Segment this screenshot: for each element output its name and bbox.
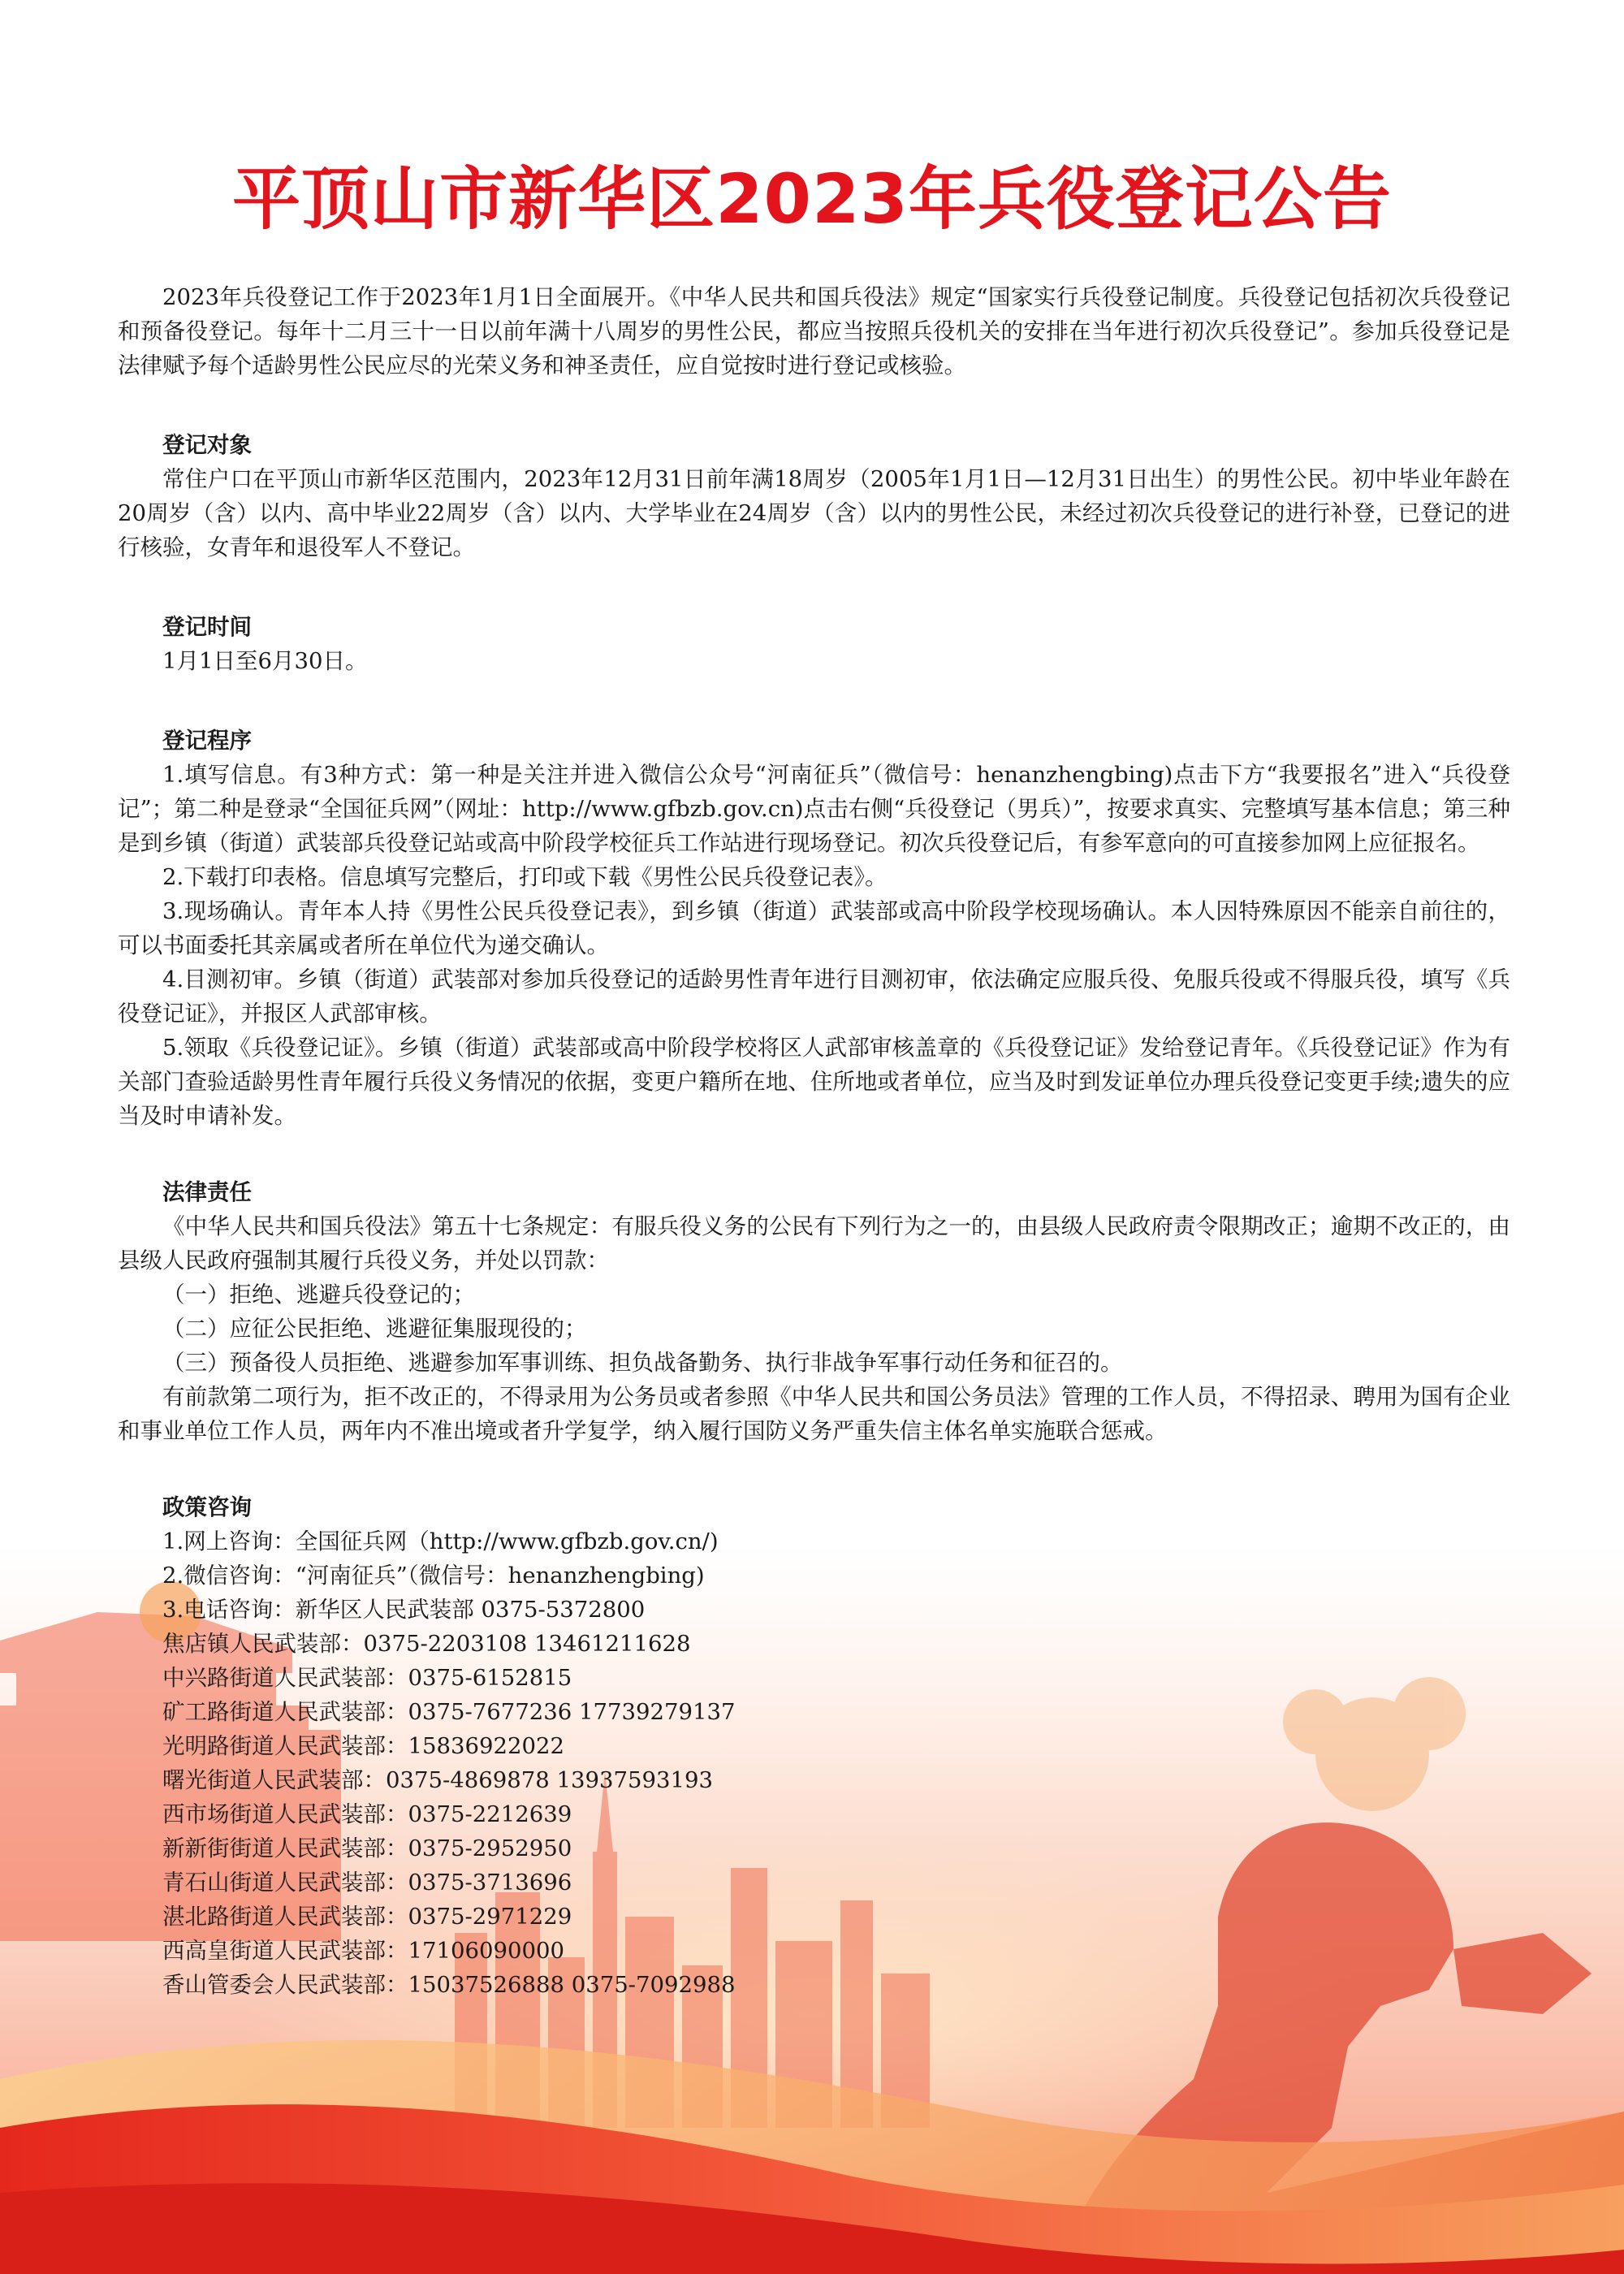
contact-line: 新新街街道人民武装部：0375-2952950 bbox=[162, 1835, 572, 1861]
procedure-step: 3.现场确认。青年本人持《男性公民兵役登记表》，到乡镇（街道）武装部或高中阶段学校现场确认。本人因特殊原因不能亲自前往的，可以书面委托其亲属或者所在单位代为递交确认。 bbox=[118, 898, 1510, 958]
legal-item: （三）预备役人员拒绝、逃避参加军事训练、担负战备勤务、执行非战争军事行动任务和征召的。 bbox=[162, 1350, 1123, 1376]
contact-line: 矿工路街道人民武装部：0375-7677236 17739279137 bbox=[162, 1699, 736, 1725]
section-heading-procedure: 登记程序 bbox=[162, 728, 252, 754]
section-heading-contact: 政策咨询 bbox=[162, 1494, 252, 1520]
section-heading-time: 登记时间 bbox=[162, 614, 252, 640]
legal-closing: 有前款第二项行为，拒不改正的，不得录用为公务员或者参照《中华人民共和国公务员法》管理的工作人员，不得招录、聘用为国有企业和事业单位工作人员，两年内不准出境或者升学复学，纳入履行国防义务严重失信主体名单实施联合惩戒。 bbox=[118, 1384, 1510, 1444]
legal-item: （一）拒绝、逃避兵役登记的； bbox=[162, 1282, 475, 1308]
legal-intro: 《中华人民共和国兵役法》第五十七条规定：有服兵役义务的公民有下列行为之一的，由县级人民政府责令限期改正；逾期不改正的，由县级人民政府强制其履行兵役义务，并处以罚款： bbox=[118, 1213, 1510, 1273]
legal-item: （二）应征公民拒绝、逃避征集服现役的； bbox=[162, 1316, 587, 1342]
contact-line: 光明路街道人民武装部：15836922022 bbox=[162, 1733, 564, 1759]
contact-line: 湛北路街道人民武装部：0375-2971229 bbox=[162, 1904, 572, 1930]
time-paragraph: 1月1日至6月30日。 bbox=[162, 648, 368, 674]
contact-line: 2.微信咨询：“河南征兵”（微信号：henanzhengbing) bbox=[162, 1563, 705, 1589]
procedure-step: 4.目测初审。乡镇（街道）武装部对参加兵役登记的适龄男性青年进行目测初审，依法确定应服兵役、免服兵役或不得服兵役，填写《兵役登记证》，并报区人武部审核。 bbox=[118, 966, 1510, 1027]
contact-line: 中兴路街道人民武装部：0375-6152815 bbox=[162, 1665, 572, 1691]
section-heading-legal: 法律责任 bbox=[162, 1179, 252, 1205]
contact-line: 3.电话咨询：新华区人民武装部 0375-5372800 bbox=[162, 1597, 646, 1623]
contact-line: 焦店镇人民武装部：0375-2203108 13461211628 bbox=[162, 1631, 691, 1657]
page-title: 平顶山市新华区2023年兵役登记公告 bbox=[232, 159, 1392, 239]
intro-paragraph: 2023年兵役登记工作于2023年1月1日全面展开。《中华人民共和国兵役法》规定“国家实行兵役登记制度。兵役登记包括初次兵役登记和预备役登记。每年十二月三十一日以前年满十八周岁的男性公民，都应当按照兵役机关的安排在当年进行初次兵役登记”。参加兵役登记是法律赋予每个适龄男性公民应尽的光荣义务和神圣责任，应自觉按时进行登记或核验。 bbox=[118, 284, 1510, 378]
procedure-step: 1.填写信息。有3种方式：第一种是关注并进入微信公众号“河南征兵”（微信号：henanzhengbing)点击下方“我要报名”进入“兵役登记”；第二种是登录“全国征兵网”（网址：http://www.gfbzb.gov.cn)点击右侧“兵役登记（男兵）”，按要求真实、完整填写基本信息；第三种是到乡镇（街道）武装部兵役登记站或高中阶段学校征兵工作站进行现场登记。初次兵役登记后，有参军意向的可直接参加网上应征报名。 bbox=[118, 762, 1510, 856]
notice-body bbox=[118, 280, 1510, 2002]
procedure-step: 2.下载打印表格。信息填写完整后，打印或下载《男性公民兵役登记表》。 bbox=[162, 864, 888, 890]
contact-line: 青石山街道人民武装部：0375-3713696 bbox=[162, 1870, 572, 1896]
procedure-step: 5.领取《兵役登记证》。乡镇（街道）武装部或高中阶段学校将区人武部审核盖章的《兵役登记证》发给登记青年。《兵役登记证》作为有关部门查验适龄男性青年履行兵役义务情况的依据，变更户籍所在地、住所地或者单位，应当及时到发证单位办理兵役登记变更手续;遗失的应当及时申请补发。 bbox=[118, 1035, 1510, 1129]
target-paragraph: 常住户口在平顶山市新华区范围内，2023年12月31日前年满18周岁（2005年1月1日—12月31日出生）的男性公民。初中毕业年龄在20周岁（含）以内、高中毕业22周岁（含）以内、大学毕业在24周岁（含）以内的男性公民，未经过初次兵役登记的进行补登，已登记的进行核验，女青年和退役军人不登记。 bbox=[118, 466, 1510, 560]
contact-line: 曙光街道人民武装部：0375-4869878 13937593193 bbox=[162, 1767, 713, 1793]
contact-line: 西市场街道人民武装部：0375-2212639 bbox=[162, 1801, 572, 1827]
contact-line: 香山管委会人民武装部：15037526888 0375-7092988 bbox=[162, 1972, 736, 1998]
section-heading-target: 登记对象 bbox=[162, 432, 252, 458]
contact-line: 西高皇街道人民武装部：17106090000 bbox=[162, 1938, 564, 1964]
contact-line: 1.网上咨询：全国征兵网（http://www.gfbzb.gov.cn/) bbox=[162, 1528, 719, 1554]
